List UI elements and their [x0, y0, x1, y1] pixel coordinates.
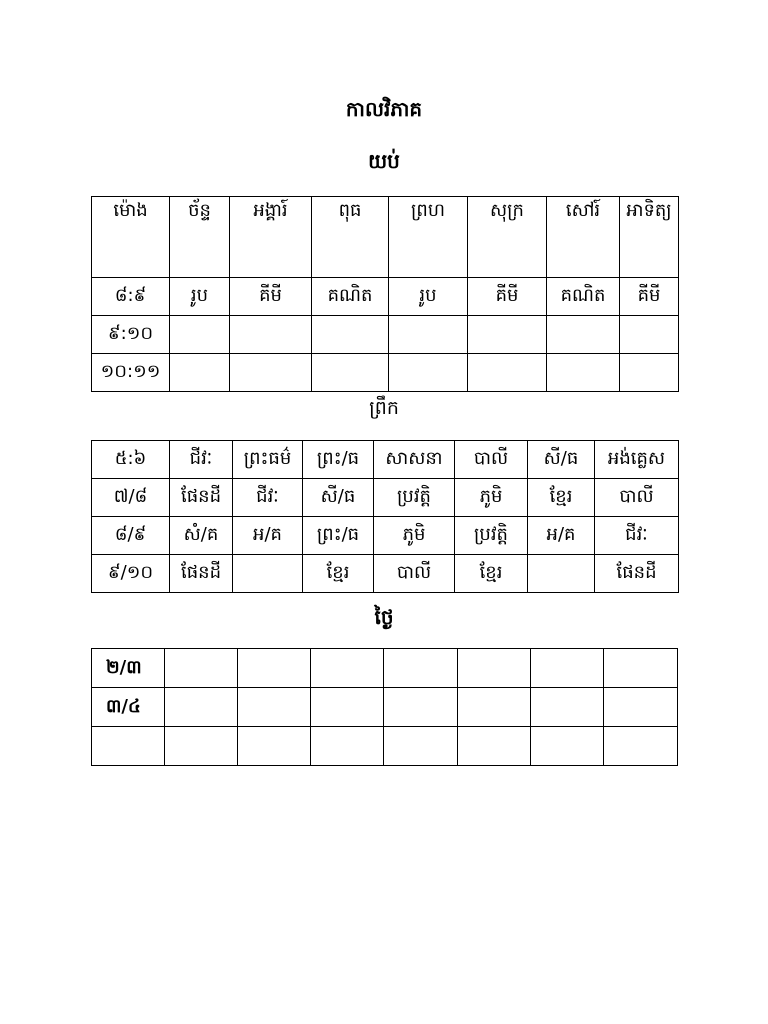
- table-cell: ខ្មែរ: [303, 555, 374, 593]
- table-cell: គណិត: [312, 278, 389, 316]
- table-cell: ជីវៈ: [595, 517, 679, 555]
- time-cell: ៣/៤: [92, 688, 165, 727]
- header-cell: ច័ន្ទ: [170, 197, 230, 278]
- table-cell: [170, 316, 230, 354]
- table-row: [92, 688, 678, 727]
- table-cell: អង់គ្លេស: [595, 441, 679, 479]
- table-cell: បាលី: [595, 479, 679, 517]
- header-cell: ម៉ោង: [92, 197, 170, 278]
- table-cell: [604, 649, 678, 688]
- table-cell: [311, 649, 384, 688]
- table-cell: [458, 727, 531, 766]
- table-cell: ព្រះ/ធ: [303, 441, 374, 479]
- table-cell: [238, 688, 311, 727]
- table-cell: [165, 727, 238, 766]
- table-cell: [384, 688, 458, 727]
- table-cell: ប្រវត្តិ: [374, 479, 455, 517]
- evening-schedule-table: [91, 196, 679, 392]
- table-row: [92, 555, 679, 593]
- time-cell: ៧/៨: [92, 479, 170, 517]
- page-title: កាលវិភាគ: [345, 97, 423, 121]
- table-cell: បាលី: [374, 555, 455, 593]
- table-cell: [468, 354, 547, 392]
- section-label-morning: ព្រឹក: [369, 397, 399, 419]
- time-cell: ៥:៦: [92, 441, 170, 479]
- table-cell: [389, 354, 468, 392]
- table-cell: ជីវៈ: [170, 441, 233, 479]
- table-cell: [238, 727, 311, 766]
- table-cell: ផែនដី: [595, 555, 679, 593]
- time-cell: ១០:១១: [92, 354, 170, 392]
- table-cell: [230, 354, 312, 392]
- table-cell: [547, 316, 620, 354]
- table-cell: អ/គ: [233, 517, 303, 555]
- table-cell: ផែនដី: [170, 479, 233, 517]
- table-cell: [604, 727, 678, 766]
- table-cell: ប្រវត្តិ: [455, 517, 528, 555]
- table-cell: [384, 649, 458, 688]
- table-cell: [389, 316, 468, 354]
- table-cell: [230, 316, 312, 354]
- table-row: [92, 517, 679, 555]
- table-cell: [458, 649, 531, 688]
- table-cell: [604, 688, 678, 727]
- table-cell: [528, 555, 595, 593]
- time-cell: ២/៣: [92, 649, 165, 688]
- section-label-evening: យប់: [368, 149, 400, 173]
- table-cell: ផែនដី: [170, 555, 233, 593]
- time-cell: [92, 727, 165, 766]
- table-cell: [531, 649, 604, 688]
- table-cell: គីមី: [620, 278, 679, 316]
- table-cell: [312, 316, 389, 354]
- table-cell: ខ្មែរ: [528, 479, 595, 517]
- time-cell: ៩/១០: [92, 555, 170, 593]
- table-cell: ខ្មែរ: [455, 555, 528, 593]
- table-row: [92, 727, 678, 766]
- morning-schedule-table: [91, 440, 679, 593]
- table-cell: ភូមិ: [455, 479, 528, 517]
- table-cell: អ/គ: [528, 517, 595, 555]
- table-cell: សី/ធ: [528, 441, 595, 479]
- table-row: [92, 441, 679, 479]
- table-cell: សី/ធ: [303, 479, 374, 517]
- table-cell: [170, 354, 230, 392]
- table-cell: ព្រះធម៌: [233, 441, 303, 479]
- table-cell: [311, 688, 384, 727]
- table-cell: [531, 688, 604, 727]
- header-cell: អង្គារ៍: [230, 197, 312, 278]
- table-cell: [620, 354, 679, 392]
- table-cell: [165, 649, 238, 688]
- table-cell: [238, 649, 311, 688]
- table-cell: ព្រះ/ធ: [303, 517, 374, 555]
- table-cell: [620, 316, 679, 354]
- section-label-day: ថ្ងៃ: [374, 605, 394, 629]
- table-cell: គីមី: [468, 278, 547, 316]
- table-cell: សាសនា: [374, 441, 455, 479]
- table-cell: [458, 688, 531, 727]
- day-schedule-table: [91, 648, 678, 766]
- table-cell: [311, 727, 384, 766]
- header-cell: សៅរ៍: [547, 197, 620, 278]
- table-cell: [312, 354, 389, 392]
- table-row: [92, 278, 679, 316]
- header-cell: ព្រហ: [389, 197, 468, 278]
- table-row: [92, 354, 679, 392]
- time-cell: ៨:៩: [92, 278, 170, 316]
- time-cell: ៨/៩: [92, 517, 170, 555]
- table-header-row: [92, 197, 679, 278]
- table-cell: បាលី: [455, 441, 528, 479]
- header-cell: អាទិត្យ: [620, 197, 679, 278]
- time-cell: ៩:១០: [92, 316, 170, 354]
- table-cell: រូប: [170, 278, 230, 316]
- table-cell: ជីវៈ: [233, 479, 303, 517]
- table-cell: [531, 727, 604, 766]
- table-cell: [468, 316, 547, 354]
- table-cell: [233, 555, 303, 593]
- table-row: [92, 479, 679, 517]
- table-cell: សំ/គ: [170, 517, 233, 555]
- table-cell: ភូមិ: [374, 517, 455, 555]
- table-row: [92, 316, 679, 354]
- table-cell: គីមី: [230, 278, 312, 316]
- table-cell: រូប: [389, 278, 468, 316]
- header-cell: ពុធ: [312, 197, 389, 278]
- table-cell: [384, 727, 458, 766]
- table-cell: [547, 354, 620, 392]
- table-cell: [165, 688, 238, 727]
- table-cell: គណិត: [547, 278, 620, 316]
- table-row: [92, 649, 678, 688]
- header-cell: សុក្រ: [468, 197, 547, 278]
